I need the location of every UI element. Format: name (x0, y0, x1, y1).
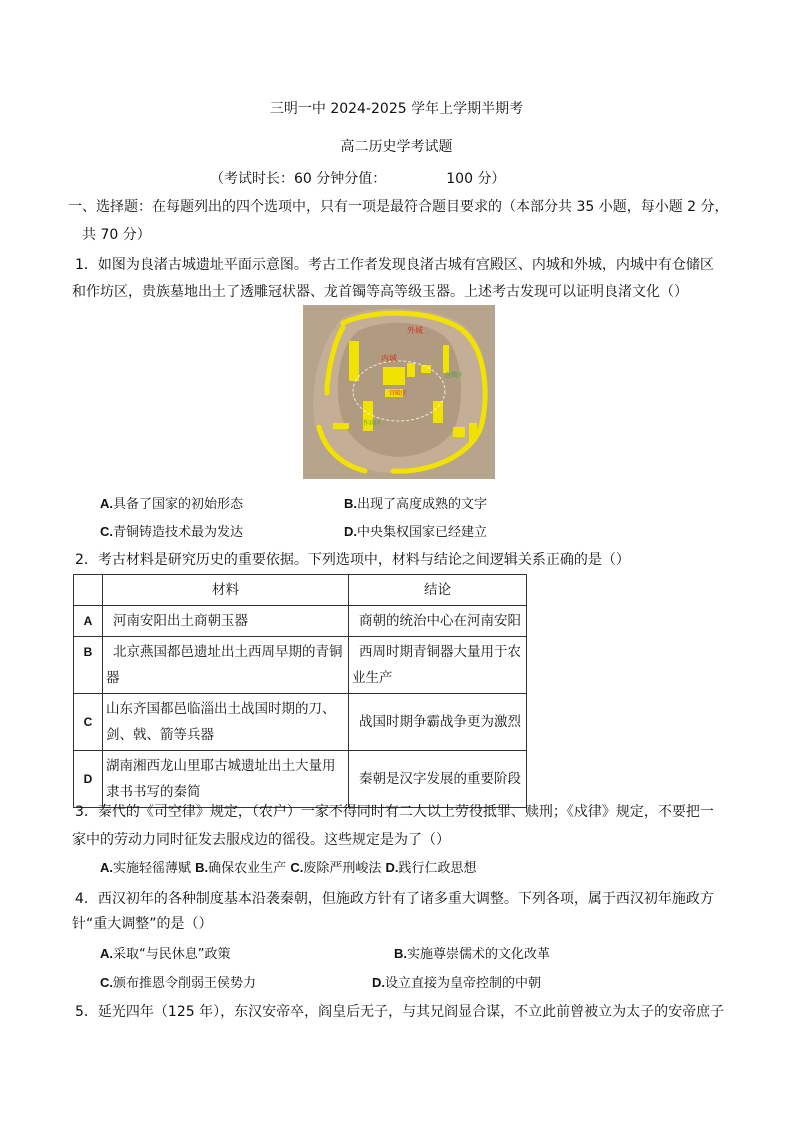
section-instructions: 一、选择题：在每题列出的四个选项中，只有一项是最符合题目要求的（本部分共 35 小题，每小题 2 分， (68, 199, 729, 215)
table-header-conclusion: 结论 (349, 575, 527, 606)
section-instructions-cont: 共 70 分） (82, 227, 151, 243)
row-conclusion: 战国时期争霸战争更为激烈 (349, 694, 527, 751)
exam-meta (210, 168, 505, 188)
q4-option-b[interactable]: B.实施尊崇儒术的文化改革 (394, 946, 551, 962)
map-label-storage: 仓储区 (445, 372, 464, 379)
q4-option-d[interactable]: D.设立直接为皇帝控制的中朝 (372, 975, 542, 991)
row-letter: A (74, 606, 103, 637)
q4-stem: 4．西汉初年的各种制度基本沿袭秦朝，但施政方针有了诸多重大调整。下列各项，属于西汉初年施政方 (75, 891, 714, 907)
map-label-inner-city: 内城 (381, 354, 397, 363)
map-label-workshop: 作坊区 (363, 420, 382, 427)
liangzhu-site-map (303, 305, 495, 479)
q4-option-a[interactable]: A.采取“与民休息”政策 (100, 946, 231, 962)
exam-title: 三明一中 2024-2025 学年上学期半期考 (269, 101, 524, 117)
exam-subtitle: 高二历史学考试题 (340, 139, 453, 155)
table-row[interactable] (74, 606, 527, 637)
table-row[interactable] (74, 694, 527, 751)
row-letter: C (74, 694, 103, 751)
q3-stem-cont: 家中的劳动力同时征发去服戍边的徭役。这些规定是为了（） (72, 832, 450, 848)
q1-option-a[interactable]: A.具备了国家的初始形态 (100, 496, 244, 512)
row-material: 北京燕国都邑遗址出土西周早期的青铜器 (103, 637, 349, 694)
row-conclusion: 西周时期青铜器大量用于农业生产 (349, 637, 527, 694)
q3-stem: 3．秦代的《司空律》规定，（农户）一家不得同时有二人以上劳役抵罪、赎刑；《戍律》规定，不要把一 (75, 804, 714, 820)
q5-stem: 5．延光四年（125 年），东汉安帝卒，阎皇后无子，与其兄阎显合谋，不立此前曾被立为太子的安帝庶子 (75, 1004, 725, 1020)
table-row[interactable] (74, 637, 527, 694)
exam-duration: （考试时长：60 分钟分值： (210, 171, 387, 187)
row-material: 河南安阳出土商朝玉器 (103, 606, 349, 637)
q3-options (100, 857, 476, 876)
table-header-material: 材料 (103, 575, 349, 606)
table-header-row (74, 575, 527, 606)
row-conclusion: 商朝的统治中心在河南安阳 (349, 606, 527, 637)
map-label-palace: 宫殿区 (389, 390, 408, 397)
q1-option-d[interactable]: D.中央集权国家已经建立 (344, 524, 488, 540)
q2-material-table (73, 574, 527, 808)
row-material: 湖南湘西龙山里耶古城遗址出土大量用隶书书写的秦简 (103, 751, 349, 808)
map-label-outer-city: 外城 (407, 326, 423, 335)
q4-option-c[interactable]: C.颁布推恩令削弱王侯势力 (100, 975, 257, 991)
q1-stem-cont: 和作坊区，贵族墓地出土了透雕冠状器、龙首镯等高等级玉器。上述考古发现可以证明良渚文化（） (72, 284, 688, 300)
q3-option-b[interactable]: B.确保农业生产 (195, 860, 287, 876)
q4-stem-cont: 针“重大调整”的是（） (72, 916, 213, 932)
q2-stem: 2．考古材料是研究历史的重要依据。下列选项中，材料与结论之间逻辑关系正确的是（） (75, 552, 630, 568)
row-conclusion: 秦朝是汉字发展的重要阶段 (349, 751, 527, 808)
q1-stem: 1．如图为良渚古城遗址平面示意图。考古工作者发现良渚古城有宫殿区、内城和外城，内城中有仓储区 (75, 257, 714, 273)
row-letter: B (74, 637, 103, 694)
q3-option-d[interactable]: D.践行仁政思想 (385, 860, 477, 876)
table-row[interactable] (74, 751, 527, 808)
row-letter: D (74, 751, 103, 808)
q3-option-a[interactable]: A.实施轻徭薄赋 (100, 860, 192, 876)
exam-score: 100 分） (446, 171, 506, 187)
q1-option-b[interactable]: B.出现了高度成熟的文字 (344, 496, 488, 512)
q1-option-c[interactable]: C.青铜铸造技术最为发达 (100, 524, 244, 540)
row-material: 山东齐国都邑临淄出土战国时期的刀、剑、戟、箭等兵器 (103, 694, 349, 751)
q3-option-c[interactable]: C.废除严刑峻法 (290, 860, 382, 876)
